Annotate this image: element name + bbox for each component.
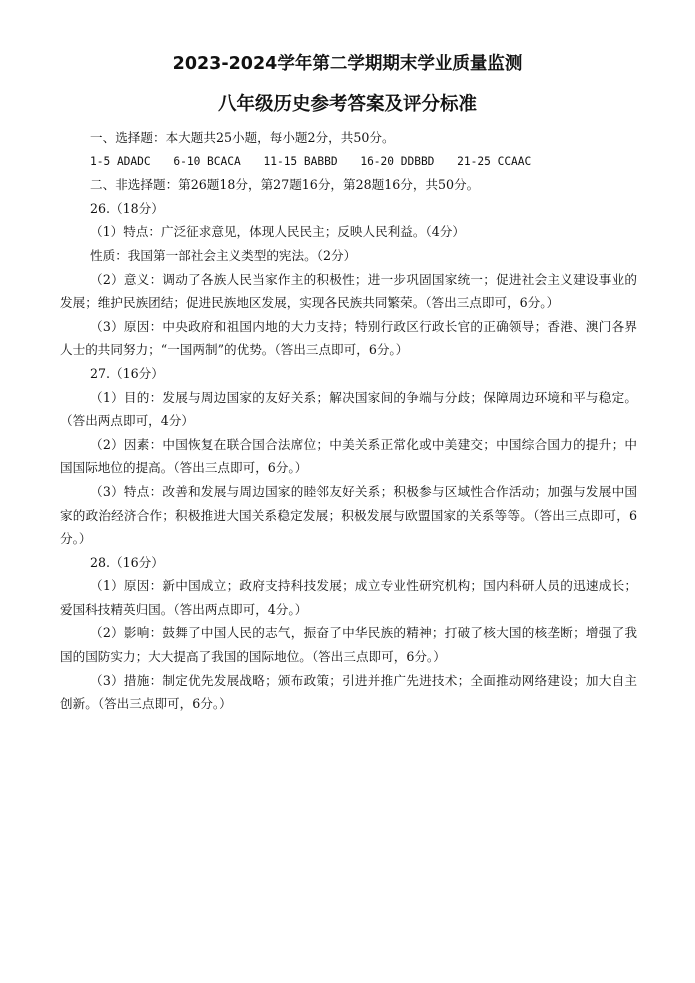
answer-group: 6-10 BCACA	[173, 154, 241, 168]
q28-part2: （2）影响：鼓舞了中国人民的志气，振奋了中华民族的精神；打破了核大国的核垄断；增强了我国的国防实力；大大提高了我国的国际地位。（答出三点即可，6分。）	[60, 625, 637, 665]
question-26-label: 26.（18分）	[90, 200, 164, 216]
choice-answers	[60, 150, 637, 174]
q26-part3: （3）原因：中央政府和祖国内地的大力支持；特别行政区行政长官的正确领导；香港、澳门各界人士的共同努力；“一国两制”的优势。（答出三点即可，6分。）	[60, 318, 637, 358]
q28-part3: （3）措施：制定优先发展战略；颁布政策；引进并推广先进技术；全面推动网络建设；加大自主创新。（答出三点即可，6分。）	[60, 672, 637, 712]
q28-part1: （1）原因：新中国成立；政府支持科技发展；成立专业性研究机构；国内科研人员的迅速成长；爱国科技精英归国。（答出两点即可，4分。）	[60, 578, 637, 617]
section1-heading: 一、选择题：本大题共25小题，每小题2分，共50分。	[90, 130, 395, 145]
q27-part1: （1）目的：发展与周边国家的友好关系；解决国家间的争端与分歧；保障周边环境和平与稳定。（答出两点即可，4分）	[60, 389, 637, 429]
q26-part1: （1）特点：广泛征求意见，体现人民民主；反映人民利益。（4分）	[90, 224, 465, 240]
question-27-label: 27.（16分）	[90, 365, 164, 381]
question-28-label: 28.（16分）	[90, 554, 164, 570]
answer-group: 11-15 BABBD	[263, 154, 338, 168]
section2-heading: 二、非选择题：第26题18分，第27题16分，第28题16分，共50分。	[90, 177, 480, 193]
q26-part2: （2）意义：调动了各族人民当家作主的积极性；进一步巩固国家统一；促进社会主义建设事业的发展；维护民族团结；促进民族地区发展，实现各民族共同繁荣。（答出三点即可，6分。）	[60, 271, 637, 311]
q27-part3: （3）特点：改善和发展与周边国家的睦邻友好关系；积极参与区域性合作活动；加强与发展中国家的政治经济合作；积极推进大国关系稳定发展；积极发展与欧盟国家的关系等等。（答出三点即可，6分。）	[60, 483, 637, 547]
answer-group: 1-5 ADADC	[90, 154, 151, 168]
q26-part1-nature: 性质：我国第一部社会主义类型的宪法。（2分）	[90, 247, 357, 263]
q27-part2: （2）因素：中国恢复在联合国合法席位；中美关系正常化或中美建交；中国综合国力的提升；中国国际地位的提高。（答出三点即可，6分。）	[60, 436, 637, 476]
page-title: 2023-2024学年第二学期期末学业质量监测	[172, 54, 523, 74]
page-subtitle: 八年级历史参考答案及评分标准	[217, 94, 477, 115]
document-body	[60, 126, 637, 716]
answer-group: 21-25 CCAAC	[457, 154, 532, 168]
answer-group: 16-20 DDBBD	[360, 154, 435, 168]
